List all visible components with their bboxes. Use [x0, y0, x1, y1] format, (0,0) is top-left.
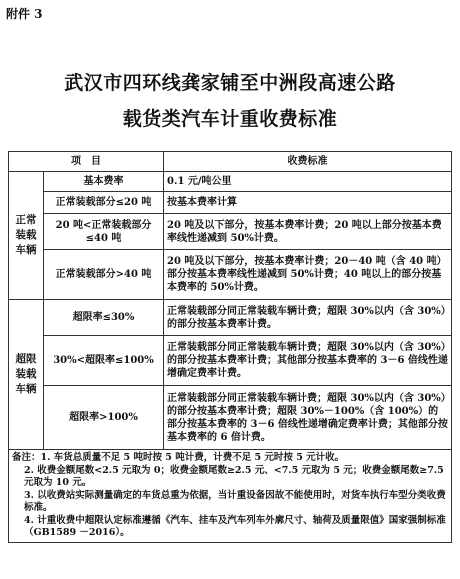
normal-category-label: 正常装载车辆	[9, 172, 44, 300]
row-item: 超限率≤30%	[44, 300, 164, 336]
attachment-label: 附件 3	[6, 7, 43, 21]
notes-label: 备注：	[12, 452, 41, 463]
base-rate-label: 基本费率	[44, 172, 164, 192]
row-standard: 20 吨及以下部分，按基本费率计费；20 吨以上部分按基本费率线性递减到 50%计费。	[164, 214, 452, 250]
note-item: 4. 计重收费中超限认定标准遵循《汽车、挂车及汽车列车外廓尺寸、轴荷及质量限值》国家强制标准（GB1589 －2016）。	[24, 514, 446, 538]
overload-category-label: 超限装载车辆	[9, 300, 44, 450]
document-title-line1: 武汉市四环线龚家铺至中洲段高速公路	[64, 72, 396, 94]
row-item: 30%<超限率≤100%	[44, 336, 164, 386]
fee-table	[8, 151, 452, 543]
header-standard: 收费标准	[164, 152, 452, 172]
table-row	[9, 172, 452, 192]
table-row	[9, 192, 452, 214]
notes-cell	[9, 450, 452, 543]
note-item: 2. 收费金额尾数<2.5 元取为 0；收费金额尾数≥2.5 元、<7.5 元取为 5 元；收费金额尾数≥7.5 元取为 10 元。	[24, 464, 444, 488]
notes-row	[9, 450, 452, 543]
header-item: 项 目	[9, 152, 164, 172]
row-standard: 正常装载部分同正常装载车辆计费；超限 30%以内（含 30%）的部分按基本费率计费；超限 30%－100%（含 100%）的部分按基本费率的 3－6 倍线性递增确定费率计费；其他部分按基本费率的 6 倍计费。	[164, 386, 452, 450]
table-header-row	[9, 152, 452, 172]
row-standard: 正常装载部分同正常装载车辆计费；超限 30%以内（含 30%）的部分按基本费率计费；其他部分按基本费率的 3－6 倍线性递增确定费率计费。	[164, 336, 452, 386]
row-standard: 正常装载部分同正常装载车辆计费；超限 30%以内（含 30%）的部分按基本费率计费。	[164, 300, 452, 336]
row-item: 正常装载部分>40 吨	[44, 250, 164, 300]
table-row	[9, 250, 452, 300]
row-item: 20 吨<正常装载部分≤40 吨	[44, 214, 164, 250]
note-item: 备注：1. 车货总质量不足 5 吨时按 5 吨计费，计费不足 5 元时按 5 元计收。	[12, 452, 345, 463]
table-row	[9, 386, 452, 450]
row-standard: 20 吨及以下部分，按基本费率计费；20－40 吨（含 40 吨）部分按基本费率线性递减到 50%计费；40 吨以上的部分按基本费率的 50%计费。	[164, 250, 452, 300]
table-row	[9, 336, 452, 386]
table-row	[9, 300, 452, 336]
row-item: 超限率>100%	[44, 386, 164, 450]
table-row	[9, 214, 452, 250]
row-standard: 按基本费率计算	[164, 192, 452, 214]
base-rate-value: 0.1 元/吨公里	[164, 172, 452, 192]
note-item: 3. 以收费站实际测量确定的车货总重为依据，当计重设备因故不能使用时，对货车执行车型分类收费标准。	[24, 489, 446, 513]
document-title-line2: 载货类汽车计重收费标准	[122, 108, 338, 130]
row-item: 正常装载部分≤20 吨	[44, 192, 164, 214]
